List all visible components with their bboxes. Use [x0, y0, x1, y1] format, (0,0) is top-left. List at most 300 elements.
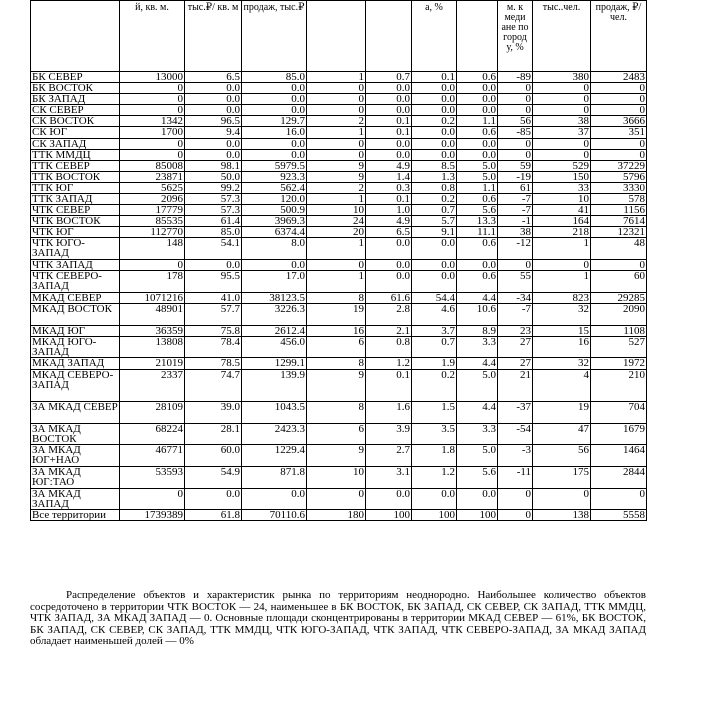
value-cell: 0.0 — [242, 83, 307, 94]
value-cell: 39.0 — [185, 401, 242, 423]
value-cell: 41.0 — [185, 292, 242, 303]
table-row — [31, 160, 647, 171]
value-cell: 2844 — [591, 466, 647, 488]
value-cell: 6374.4 — [242, 227, 307, 238]
value-cell: 0 — [120, 260, 185, 271]
value-cell: 5.0 — [457, 160, 498, 171]
territory-name-cell: ТТК ВОСТОК — [31, 171, 120, 182]
value-cell: 0.2 — [412, 369, 457, 401]
territory-name-cell: ЗА МКАД ЗАПАД — [31, 488, 120, 510]
value-cell: 100 — [412, 510, 457, 521]
value-cell: 1700 — [120, 127, 185, 138]
value-cell: 0 — [307, 105, 366, 116]
value-cell: 59 — [498, 160, 533, 171]
value-cell: 19 — [307, 303, 366, 325]
territory-stats-table — [30, 0, 647, 521]
value-cell: 0 — [120, 105, 185, 116]
table-row — [31, 292, 647, 303]
column-header: продаж, тыс.₽ — [242, 1, 307, 72]
value-cell: 3.1 — [366, 466, 412, 488]
value-cell: 37229 — [591, 160, 647, 171]
value-cell: 85535 — [120, 216, 185, 227]
value-cell: 5796 — [591, 171, 647, 182]
value-cell: 4.4 — [457, 358, 498, 369]
value-cell: 3666 — [591, 116, 647, 127]
value-cell: 4.6 — [412, 303, 457, 325]
value-cell: 0.0 — [185, 138, 242, 149]
value-cell: 0 — [591, 149, 647, 160]
value-cell: 0.0 — [366, 94, 412, 105]
value-cell: -54 — [498, 423, 533, 445]
territory-name-cell: МКАД ЗАПАД — [31, 358, 120, 369]
value-cell: 4.4 — [457, 292, 498, 303]
value-cell: 218 — [533, 227, 591, 238]
value-cell: 0 — [120, 488, 185, 510]
value-cell: 0.1 — [366, 116, 412, 127]
value-cell: 0.6 — [457, 194, 498, 205]
value-cell: 0.6 — [457, 127, 498, 138]
value-cell: 138 — [533, 510, 591, 521]
column-header: м. к меди ане по город у, % — [498, 1, 533, 72]
value-cell: 3.3 — [457, 423, 498, 445]
value-cell: 48901 — [120, 303, 185, 325]
value-cell: 0.0 — [457, 83, 498, 94]
value-cell: 2096 — [120, 194, 185, 205]
table-row — [31, 238, 647, 260]
table-row — [31, 401, 647, 423]
value-cell: 0 — [591, 83, 647, 94]
table-row — [31, 271, 647, 293]
value-cell: 5.0 — [457, 369, 498, 401]
value-cell: 0.0 — [412, 94, 457, 105]
value-cell: 175 — [533, 466, 591, 488]
value-cell: 0.7 — [412, 336, 457, 358]
value-cell: 0.1 — [366, 127, 412, 138]
value-cell: 60 — [591, 271, 647, 293]
value-cell: 150 — [533, 171, 591, 182]
territory-name-cell: БК ВОСТОК — [31, 83, 120, 94]
value-cell: 0.0 — [457, 105, 498, 116]
value-cell: 5558 — [591, 510, 647, 521]
value-cell: 0 — [591, 260, 647, 271]
value-cell: -34 — [498, 292, 533, 303]
value-cell: 1 — [307, 127, 366, 138]
column-header: тыс..чел. — [533, 1, 591, 72]
value-cell: -37 — [498, 401, 533, 423]
value-cell: 1156 — [591, 205, 647, 216]
value-cell: 129.7 — [242, 116, 307, 127]
value-cell: -19 — [498, 171, 533, 182]
value-cell: 32 — [533, 358, 591, 369]
value-cell: 54.9 — [185, 466, 242, 488]
value-cell: 4.9 — [366, 160, 412, 171]
value-cell: -7 — [498, 303, 533, 325]
value-cell: 2612.4 — [242, 325, 307, 336]
value-cell: 0.0 — [185, 149, 242, 160]
territory-name-cell: МКАД СЕВЕРО-ЗАПАД — [31, 369, 120, 401]
value-cell: 100 — [366, 510, 412, 521]
value-cell: 1.0 — [366, 205, 412, 216]
territory-name-cell: МКАД ВОСТОК — [31, 303, 120, 325]
value-cell: 13000 — [120, 72, 185, 83]
value-cell: 1.1 — [457, 116, 498, 127]
value-cell: 3.9 — [366, 423, 412, 445]
value-cell: 923.3 — [242, 171, 307, 182]
value-cell: 1.2 — [412, 466, 457, 488]
value-cell: 27 — [498, 336, 533, 358]
value-cell: 0.6 — [457, 238, 498, 260]
value-cell: 0 — [498, 149, 533, 160]
value-cell: 1464 — [591, 445, 647, 467]
value-cell: 9 — [307, 160, 366, 171]
value-cell: 50.0 — [185, 171, 242, 182]
value-cell: 529 — [533, 160, 591, 171]
value-cell: 37 — [533, 127, 591, 138]
value-cell: 57.7 — [185, 303, 242, 325]
value-cell: 61 — [498, 182, 533, 193]
value-cell: 27 — [498, 358, 533, 369]
table-row — [31, 138, 647, 149]
value-cell: 180 — [307, 510, 366, 521]
value-cell: 6 — [307, 423, 366, 445]
value-cell: 98.1 — [185, 160, 242, 171]
value-cell: 0 — [120, 94, 185, 105]
value-cell: 8.5 — [412, 160, 457, 171]
territory-name-cell: МКАД ЮГО-ЗАПАД — [31, 336, 120, 358]
value-cell: 16 — [307, 325, 366, 336]
value-cell: 0.0 — [185, 83, 242, 94]
column-header: й, кв. м. — [120, 1, 185, 72]
value-cell: 1071216 — [120, 292, 185, 303]
territory-name-cell: СК ВОСТОК — [31, 116, 120, 127]
value-cell: 1 — [533, 271, 591, 293]
territory-name-cell: МКАД ЮГ — [31, 325, 120, 336]
value-cell: 0.0 — [412, 260, 457, 271]
value-cell: 0 — [533, 105, 591, 116]
value-cell: 78.5 — [185, 358, 242, 369]
table-row — [31, 149, 647, 160]
territory-name-cell: ЧТК ЮГО-ЗАПАД — [31, 238, 120, 260]
value-cell: 0.0 — [366, 260, 412, 271]
value-cell: 8 — [307, 401, 366, 423]
value-cell: 10 — [307, 205, 366, 216]
value-cell: 85008 — [120, 160, 185, 171]
value-cell: 7614 — [591, 216, 647, 227]
value-cell: 4.4 — [457, 401, 498, 423]
value-cell: 9 — [307, 171, 366, 182]
value-cell: 0.0 — [412, 238, 457, 260]
territory-name-cell: ЧТК ЮГ — [31, 227, 120, 238]
value-cell: 57.3 — [185, 194, 242, 205]
value-cell: 70110.6 — [242, 510, 307, 521]
table-row — [31, 466, 647, 488]
value-cell: 456.0 — [242, 336, 307, 358]
value-cell: 0.0 — [185, 105, 242, 116]
value-cell: 100 — [457, 510, 498, 521]
table-row — [31, 325, 647, 336]
value-cell: 0.0 — [242, 138, 307, 149]
value-cell: 85.0 — [242, 72, 307, 83]
value-cell: 0 — [120, 138, 185, 149]
value-cell: 1 — [533, 238, 591, 260]
value-cell: 38 — [533, 116, 591, 127]
value-cell: 8.9 — [457, 325, 498, 336]
value-cell: 55 — [498, 271, 533, 293]
table-row — [31, 127, 647, 138]
value-cell: 41 — [533, 205, 591, 216]
value-cell: 0.8 — [412, 182, 457, 193]
value-cell: 8.0 — [242, 238, 307, 260]
value-cell: 5625 — [120, 182, 185, 193]
value-cell: 4 — [533, 369, 591, 401]
value-cell: 19 — [533, 401, 591, 423]
value-cell: 0 — [498, 488, 533, 510]
value-cell: 0.7 — [412, 205, 457, 216]
value-cell: 2337 — [120, 369, 185, 401]
value-cell: 53593 — [120, 466, 185, 488]
value-cell: 1.9 — [412, 358, 457, 369]
table-row — [31, 488, 647, 510]
column-header: продаж, ₽/чел. — [591, 1, 647, 72]
table-row — [31, 369, 647, 401]
value-cell: 0 — [498, 105, 533, 116]
value-cell: 9.4 — [185, 127, 242, 138]
value-cell: 10 — [307, 466, 366, 488]
value-cell: 0 — [307, 488, 366, 510]
territory-name-cell: Все территории — [31, 510, 120, 521]
table-row — [31, 510, 647, 521]
value-cell: 61.6 — [366, 292, 412, 303]
value-cell: 12321 — [591, 227, 647, 238]
value-cell: 10.6 — [457, 303, 498, 325]
value-cell: 9 — [307, 445, 366, 467]
value-cell: 28109 — [120, 401, 185, 423]
value-cell: 61.4 — [185, 216, 242, 227]
value-cell: 0.1 — [366, 369, 412, 401]
value-cell: 23 — [498, 325, 533, 336]
value-cell: 68224 — [120, 423, 185, 445]
value-cell: 139.9 — [242, 369, 307, 401]
value-cell: 11.1 — [457, 227, 498, 238]
column-header: а, % — [412, 1, 457, 72]
value-cell: 3.7 — [412, 325, 457, 336]
table-row — [31, 303, 647, 325]
value-cell: 0 — [533, 488, 591, 510]
value-cell: 2.1 — [366, 325, 412, 336]
value-cell: 1.5 — [412, 401, 457, 423]
value-cell: 0.0 — [366, 83, 412, 94]
value-cell: 0 — [120, 149, 185, 160]
value-cell: 8 — [307, 292, 366, 303]
table-body — [31, 72, 647, 521]
value-cell: 33 — [533, 182, 591, 193]
value-cell: 380 — [533, 72, 591, 83]
territory-name-cell: СК ЗАПАД — [31, 138, 120, 149]
value-cell: 0 — [307, 149, 366, 160]
value-cell: 13808 — [120, 336, 185, 358]
territory-name-cell: СК ЮГ — [31, 127, 120, 138]
value-cell: 0.0 — [366, 271, 412, 293]
value-cell: 56 — [533, 445, 591, 467]
value-cell: 85.0 — [185, 227, 242, 238]
value-cell: 0 — [498, 94, 533, 105]
territory-name-cell: ЗА МКАД ЮГ+НАО — [31, 445, 120, 467]
value-cell: 0.0 — [412, 271, 457, 293]
value-cell: 95.5 — [185, 271, 242, 293]
value-cell: 0.1 — [412, 72, 457, 83]
value-cell: 0.8 — [366, 336, 412, 358]
territory-name-cell: БК ЗАПАД — [31, 94, 120, 105]
value-cell: 3.5 — [412, 423, 457, 445]
value-cell: 4.9 — [366, 216, 412, 227]
value-cell: 5979.5 — [242, 160, 307, 171]
value-cell: 32 — [533, 303, 591, 325]
value-cell: 0 — [498, 83, 533, 94]
value-cell: 57.3 — [185, 205, 242, 216]
table-row — [31, 216, 647, 227]
value-cell: 1108 — [591, 325, 647, 336]
value-cell: 0.0 — [457, 149, 498, 160]
value-cell: 61.8 — [185, 510, 242, 521]
territory-name-cell: ЧТК ЗАПАД — [31, 260, 120, 271]
value-cell: 0.0 — [366, 488, 412, 510]
value-cell: 0 — [533, 94, 591, 105]
value-cell: 871.8 — [242, 466, 307, 488]
value-cell: 1043.5 — [242, 401, 307, 423]
value-cell: 1.1 — [457, 182, 498, 193]
value-cell: 0.0 — [185, 260, 242, 271]
value-cell: 6.5 — [185, 72, 242, 83]
value-cell: 17.0 — [242, 271, 307, 293]
value-cell: 0.0 — [185, 94, 242, 105]
territory-name-cell: ТТК ЗАПАД — [31, 194, 120, 205]
value-cell: 0.0 — [242, 260, 307, 271]
value-cell: 1299.1 — [242, 358, 307, 369]
value-cell: 0 — [591, 138, 647, 149]
value-cell: 10 — [533, 194, 591, 205]
value-cell: 704 — [591, 401, 647, 423]
value-cell: 0 — [498, 510, 533, 521]
territory-name-cell: ЧТК СЕВЕРО-ЗАПАД — [31, 271, 120, 293]
value-cell: 5.6 — [457, 466, 498, 488]
value-cell: 1229.4 — [242, 445, 307, 467]
table-row — [31, 194, 647, 205]
value-cell: 148 — [120, 238, 185, 260]
value-cell: -7 — [498, 194, 533, 205]
value-cell: 3969.3 — [242, 216, 307, 227]
value-cell: 99.2 — [185, 182, 242, 193]
analysis-paragraph: Распределение объектов и характеристик рынка по территориям неоднородно. Наибольшее количество объектов сосредоточено в территории ЧТК ВОСТОК — 24, наименьшее в БК ВОСТОК, БК ЗАПАД, СК СЕВЕР, СК ЗАПАД, ТТК ММДЦ, ЧТК ЗАПАД, ЗА МКАД ЗАПАД — 0. Основные площади сконцентрированы в территории МКАД СЕВЕР — 61%, БК ВОСТОК, БК ЗАПАД, СК СЕВЕР, СК ЗАПАД, ТТК ММДЦ, ЧТК ЮГО-ЗАПАД, ЧТК ЗАПАД, ЧТК СЕВЕРО-ЗАПАД, ЗА МКАД ЗАПАД обладает наименьшей долей — 0% — [30, 589, 646, 647]
value-cell: 2 — [307, 182, 366, 193]
value-cell: 0 — [307, 94, 366, 105]
value-cell: 21 — [498, 369, 533, 401]
value-cell: -12 — [498, 238, 533, 260]
table-row — [31, 336, 647, 358]
value-cell: 0.0 — [366, 105, 412, 116]
territory-name-cell: ЗА МКАД СЕВЕР — [31, 401, 120, 423]
table-header-row — [31, 1, 647, 72]
value-cell: 78.4 — [185, 336, 242, 358]
value-cell: 9 — [307, 369, 366, 401]
value-cell: 0 — [498, 260, 533, 271]
value-cell: 0.0 — [242, 105, 307, 116]
value-cell: 5.6 — [457, 205, 498, 216]
table-row — [31, 94, 647, 105]
value-cell: 6 — [307, 336, 366, 358]
value-cell: 0.7 — [366, 72, 412, 83]
value-cell: 0.0 — [366, 138, 412, 149]
table-row — [31, 72, 647, 83]
value-cell: 1342 — [120, 116, 185, 127]
territory-name-cell: ЗА МКАД ЮГ:ТАО — [31, 466, 120, 488]
territory-name-cell: СК СЕВЕР — [31, 105, 120, 116]
value-cell: 823 — [533, 292, 591, 303]
value-cell: 2090 — [591, 303, 647, 325]
value-cell: 0 — [498, 138, 533, 149]
value-cell: 1.4 — [366, 171, 412, 182]
value-cell: 54.4 — [412, 292, 457, 303]
value-cell: 0.0 — [412, 149, 457, 160]
value-cell: 0 — [591, 105, 647, 116]
value-cell: 0.2 — [412, 194, 457, 205]
value-cell: 24 — [307, 216, 366, 227]
table-row — [31, 105, 647, 116]
territory-name-cell: ТТК ЮГ — [31, 182, 120, 193]
value-cell: 120.0 — [242, 194, 307, 205]
value-cell: 210 — [591, 369, 647, 401]
territory-name-cell: МКАД СЕВЕР — [31, 292, 120, 303]
value-cell: 3330 — [591, 182, 647, 193]
value-cell: 29285 — [591, 292, 647, 303]
value-cell: 0 — [307, 260, 366, 271]
table-row — [31, 83, 647, 94]
territory-name-cell: ЧТК ВОСТОК — [31, 216, 120, 227]
value-cell: 21019 — [120, 358, 185, 369]
value-cell: 0.6 — [457, 72, 498, 83]
value-cell: 1.3 — [412, 171, 457, 182]
value-cell: 0 — [533, 260, 591, 271]
value-cell: 0 — [533, 149, 591, 160]
value-cell: 13.3 — [457, 216, 498, 227]
column-header — [366, 1, 412, 72]
value-cell: 1739389 — [120, 510, 185, 521]
value-cell: 3.3 — [457, 336, 498, 358]
column-header — [307, 1, 366, 72]
value-cell: 16.0 — [242, 127, 307, 138]
value-cell: 47 — [533, 423, 591, 445]
value-cell: 1 — [307, 271, 366, 293]
territory-name-cell: ТТК ММДЦ — [31, 149, 120, 160]
value-cell: 0.0 — [457, 138, 498, 149]
value-cell: 351 — [591, 127, 647, 138]
value-cell: 23871 — [120, 171, 185, 182]
value-cell: 9.1 — [412, 227, 457, 238]
value-cell: 0.6 — [457, 271, 498, 293]
table-row — [31, 227, 647, 238]
table-row — [31, 171, 647, 182]
value-cell: 5.7 — [412, 216, 457, 227]
value-cell: 0.0 — [412, 488, 457, 510]
value-cell: 74.7 — [185, 369, 242, 401]
value-cell: 2423.3 — [242, 423, 307, 445]
value-cell: 0.0 — [242, 488, 307, 510]
value-cell: 38123.5 — [242, 292, 307, 303]
value-cell: 112770 — [120, 227, 185, 238]
value-cell: 2 — [307, 116, 366, 127]
value-cell: 0.0 — [412, 138, 457, 149]
value-cell: 60.0 — [185, 445, 242, 467]
table-row — [31, 205, 647, 216]
